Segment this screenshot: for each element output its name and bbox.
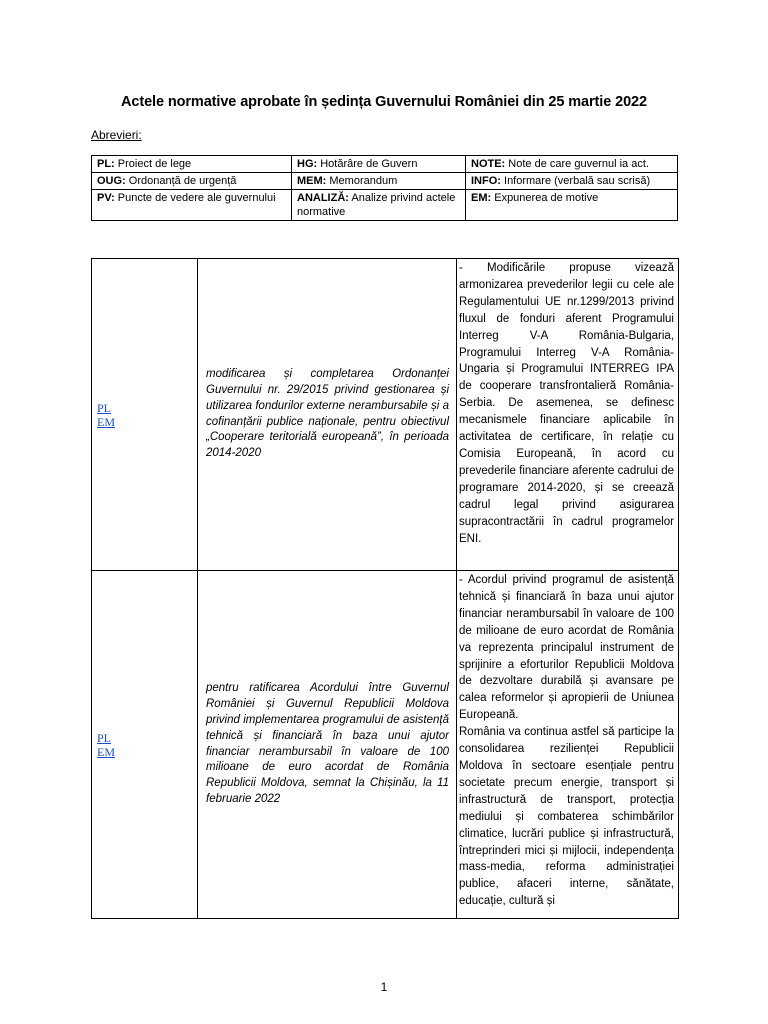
abbreviation-cell: ANALIZĂ: Analize privind actele normative	[292, 190, 466, 221]
abbreviation-row	[92, 156, 678, 173]
act-description-cell	[198, 571, 457, 919]
abbreviation-cell: MEM: Memorandum	[292, 173, 466, 190]
act-links-cell	[92, 259, 198, 571]
pl-link[interactable]: PL	[97, 400, 112, 415]
abbreviation-cell: INFO: Informare (verbală sau scrisă)	[466, 173, 678, 190]
act-links-cell	[92, 571, 198, 919]
act-row	[92, 571, 679, 919]
act-description-cell	[198, 259, 457, 571]
act-summary-cell	[457, 259, 679, 571]
abbreviation-cell: PV: Puncte de vedere ale guvernului	[92, 190, 292, 221]
abbreviation-cell: EM: Expunerea de motive	[466, 190, 678, 221]
act-summary-paragraph: România va continua astfel să participe la consolidarea rezilienței Republicii Moldova în sectoare esențiale pentru societate precum energie, transport și infrastructură de transport, protecția mediului și combaterea schimbărilor climatice, lucrări publice și infrastructură, întreprinderi mici și mijlocii, independența mass-media, reforma administrației publice, afaceri interne, sănătate, educație, cultură și	[459, 726, 674, 908]
act-summary-cell	[457, 571, 679, 919]
page-title: Actele normative aprobate în ședința Guvernului României din 25 martie 2022	[121, 94, 647, 110]
act-description: pentru ratificarea Acordului între Guvernul României și Guvernul Republicii Moldova privind implementarea programului de asistență tehnică și financiară în baza unui ajutor financiar nerambursabil în valoare de 100 milioane de euro acordat de România Republicii Moldova, semnat la Chișinău, la 11 februarie 2022	[206, 681, 449, 806]
abbreviation-row	[92, 190, 678, 221]
act-description: modificarea și completarea Ordonanței Guvernului nr. 29/2015 privind gestionarea și utilizarea fondurilor externe nerambursabile și a cofinanțării publice naționale, pentru obiectivul „Cooperare teritorială europeană”, în perioada 2014-2020	[206, 367, 449, 460]
act-row	[92, 259, 679, 571]
abbreviation-cell: NOTE: Note de care guvernul ia act.	[466, 156, 678, 173]
abbreviations-heading: Abrevieri:	[91, 128, 142, 142]
em-link[interactable]: EM	[97, 744, 115, 759]
abbreviation-cell: PL: Proiect de lege	[92, 156, 292, 173]
abbreviation-cell: OUG: Ordonanță de urgență	[92, 173, 292, 190]
pl-link[interactable]: PL	[97, 730, 112, 745]
act-summary-paragraph: - Acordul privind programul de asistență tehnică și financiară în baza unui ajutor financiar nerambursabil în valoare de 100 de milioane de euro acordat de România va reprezenta principalul instrument de sprijinire a eforturilor Republicii Moldova de dezvoltare durabilă și avansare pe calea reformelor și apropierii de Uniunea Europeană.	[459, 574, 674, 722]
page-number: 1	[380, 980, 388, 994]
acts-table	[91, 258, 679, 919]
abbreviations-table	[91, 155, 678, 221]
act-summary-paragraph: - Modificările propuse vizează armonizarea prevederilor legii cu cele ale Regulamentului UE nr.1299/2013 privind fluxul de fonduri aferent Programului Interreg V-A România-Bulgaria, Programului Interreg V-A România-Ungaria și Programului INTERREG IPA de cooperare transfrontalieră România-Serbia. De asemenea, se definesc mecanismele financiare aplicabile în activitatea de certificare, în relație cu Comisia Europeană, în acord cu prevederile financiare aferente cadrului de programare 2014-2020, și se creează cadrul legal privind asigurarea supracontractării în cadrul programelor ENI.	[459, 262, 674, 545]
abbreviation-row	[92, 173, 678, 190]
abbreviation-cell: HG: Hotărâre de Guvern	[292, 156, 466, 173]
em-link[interactable]: EM	[97, 414, 115, 429]
